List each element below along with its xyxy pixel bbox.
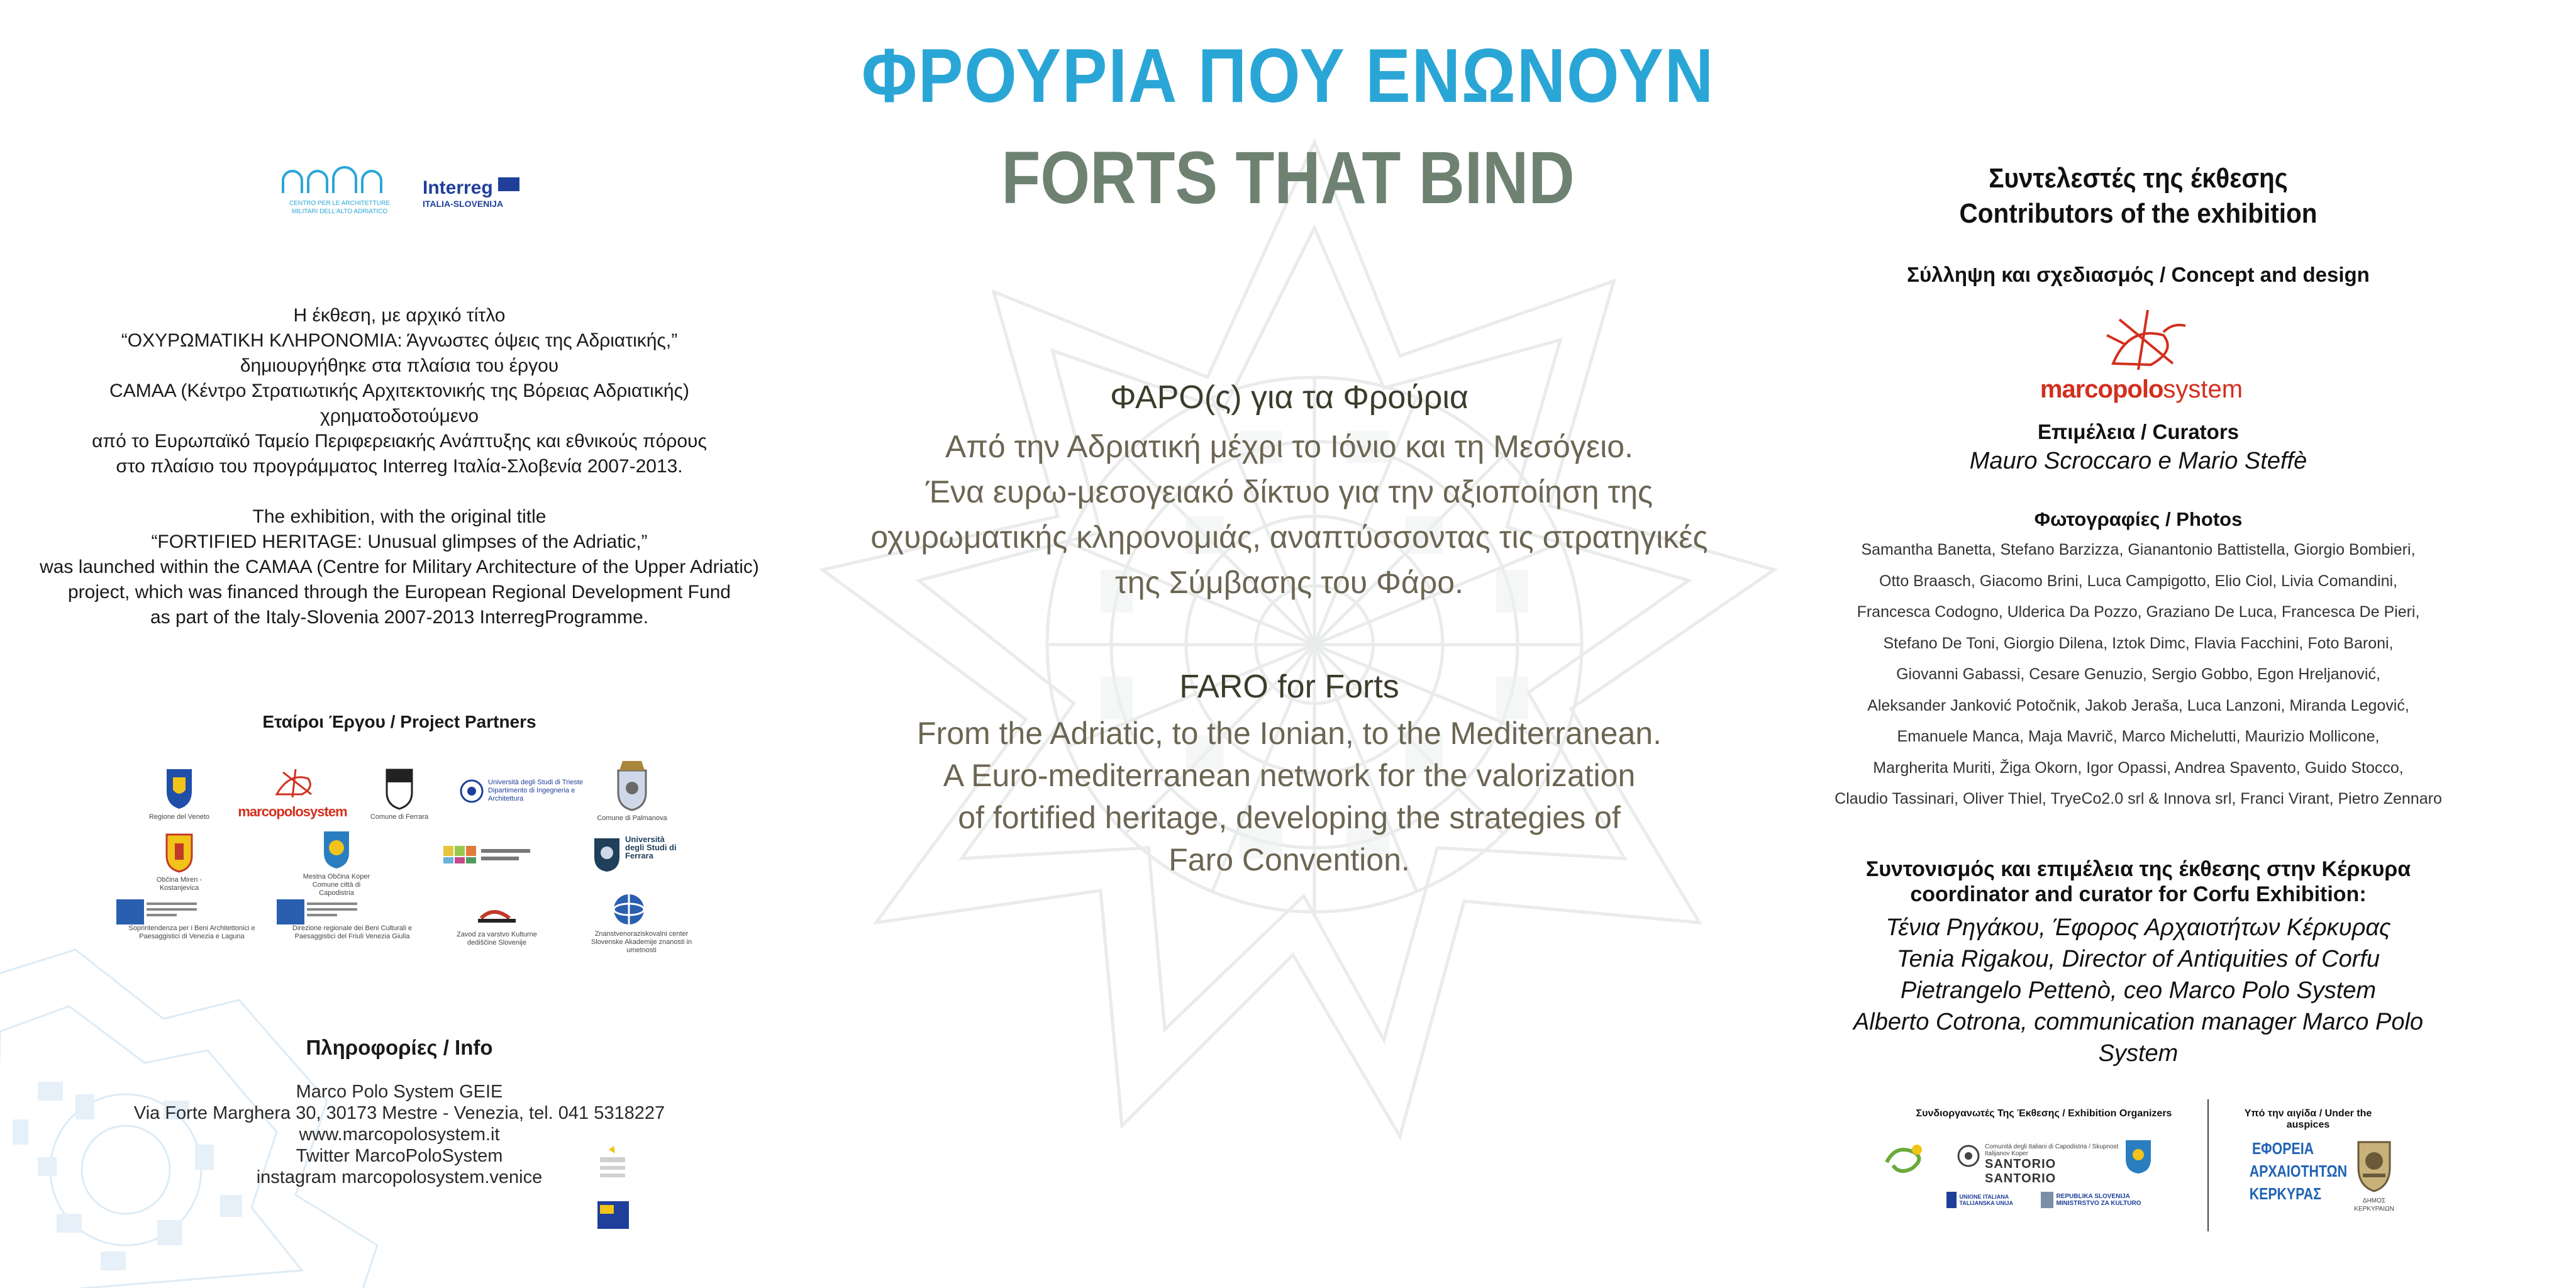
greek-intro-line: “ΟΧΥΡΩΜΑΤΙΚΗ ΚΛΗΡΟΝΟΜΙΑ: Άγνωστες όψεις της Αδριατικής,” <box>121 330 678 351</box>
partner-regione-veneto <box>142 766 217 821</box>
partner-colorful-tiles <box>443 843 531 871</box>
partner-ferrara <box>365 766 434 821</box>
partner-miren <box>138 832 220 892</box>
partner-marcopolo <box>233 766 352 820</box>
partner-koper <box>296 829 377 897</box>
info-line: Twitter MarcoPoloSystem <box>296 1146 503 1166</box>
green-swirl-icon <box>1880 1137 1931 1181</box>
faro-greek-line: της Σύμβασης του Φάρο. <box>1115 565 1463 600</box>
santorio-caption: Comunità degli Italiani di Capodistria / Skupnost Italijanov Koper <box>1985 1143 2119 1157</box>
info-block <box>13 1081 786 1188</box>
faro-english-heading: FARO for Forts <box>1179 669 1399 705</box>
koper-crest-icon <box>2123 1137 2154 1175</box>
faro-greek-line: οχυρωματικής κληρονομιάς, αναπτύσσοντας τις στρατηγικές <box>870 519 1708 555</box>
republika-caption: REPUBLIKA SLOVENIJA MINISTRSTVO ZA KULTURO <box>2056 1193 2141 1207</box>
photos-line: Samantha Banetta, Stefano Barzizza, Gianantonio Battistella, Giorgio Bombieri, <box>1861 541 2416 558</box>
ephorate-line: ΕΦΟΡΕΙΑ <box>2251 1139 2314 1158</box>
english-intro-line: was launched within the CAMAA (Centre for Military Architecture of the Upper Adriatic) <box>40 557 759 577</box>
miren-crest-icon <box>138 832 220 873</box>
info-line: instagram marcopolosystem.venice <box>256 1167 543 1187</box>
greek-intro-line: στο πλαίσιο του προγράμματος Interreg Ιταλία-Σλοβενία 2007-2013. <box>116 456 683 477</box>
coord-name-line: Τένια Ρηγάκου, Έφορος Αρχαιοτήτων Κέρκυρας <box>1885 914 2391 941</box>
ephorate-logo <box>2242 1137 2348 1205</box>
mibac-text-block <box>307 899 357 924</box>
auspices-heading: Υπό την αιγίδα / Under the auspices <box>2244 1108 2372 1130</box>
english-intro-line: “FORTIFIED HERITAGE: Unusual glimpses of the Adriatic,” <box>151 531 648 552</box>
faro-english-text <box>786 713 1792 881</box>
organizer-unione-italiana <box>1946 1192 2047 1208</box>
english-intro <box>13 504 786 630</box>
partner-zrc-sazu <box>588 892 695 955</box>
faro-greek-line: Από την Αδριατική μέχρι το Ιόνιο και τη Μεσόγειο. <box>945 429 1633 464</box>
faro-greek-line: Ένα ευρω-μεσογειακό δίκτυο για την αξιοποίηση της <box>925 474 1653 509</box>
photos-line: Margherita Muriti, Žiga Okorn, Igor Opassi, Andrea Spavento, Guido Stocco, <box>1873 758 2404 777</box>
greek-intro-line: Η έκθεση, με αρχικό τίτλο <box>293 305 506 326</box>
faro-english-line: of fortified heritage, developing the strategies of <box>958 800 1621 835</box>
title-english: FORTS THAT BIND <box>1001 136 1575 219</box>
partner-palmanova <box>594 758 670 823</box>
partner-caption: Zavod za varstvo Kulturne dediščine Slovenije <box>457 931 537 947</box>
greek-intro-line: χρηματοδοτούμενο <box>319 406 479 426</box>
unione-icon <box>1946 1192 1957 1208</box>
eu-flag-icon <box>498 177 519 191</box>
municipality-line: ΚΕΡΚΥΡΑΙΩΝ <box>2354 1206 2394 1213</box>
info-heading: Πληροφορίες / Info <box>306 1036 493 1059</box>
marcopolo-wordmark-bold: marcopolo <box>2040 375 2163 403</box>
photos-heading: Φωτογραφίες / Photos <box>2034 508 2243 530</box>
organizers-divider <box>2207 1099 2209 1231</box>
info-line: Via Forte Marghera 30, 30173 Mestre - Venezia, tel. 041 5318227 <box>133 1103 665 1123</box>
municipality-text <box>2349 1197 2399 1213</box>
camaa-logo <box>277 165 402 221</box>
partner-caption: Università degli Studi di Trieste Dipartimento di Ingegneria e Architettura <box>488 779 584 802</box>
background-star-fortress <box>780 94 1849 1195</box>
zrc-globe-icon <box>588 892 695 927</box>
photos-line: Otto Braasch, Giacomo Brini, Luca Campigotto, Elio Ciol, Livia Comandini, <box>1879 572 2397 590</box>
veneto-crest-icon <box>142 766 217 810</box>
contributors-title-line: Συντελεστές της έκθεσης <box>1989 163 2288 194</box>
faro-greek-heading: ΦΑΡΟ(ς) για τα Φρούρια <box>1110 379 1468 416</box>
coord-name-line: Pietrangelo Pettenò, ceo Marco Polo System <box>1900 977 2377 1004</box>
palmanova-crest-icon <box>594 758 670 811</box>
contributors-title-line: Contributors of the exhibition <box>1959 198 2318 229</box>
coord-name-line: Alberto Cotrona, communication manager Marco Polo System <box>1853 1009 2424 1067</box>
english-intro-line: project, which was financed through the European Regional Development Fund <box>68 582 731 602</box>
faro-english-line: Faro Convention. <box>1169 842 1410 877</box>
photos-line: Stefano De Toni, Giorgio Dilena, Iztok Dimc, Flavia Facchini, Foto Baroni, <box>1883 634 2394 652</box>
koper-sun-icon <box>296 829 377 870</box>
partners-heading: Εταίροι Έργου / Project Partners <box>262 712 536 731</box>
municipality-corfu-logo <box>2349 1136 2399 1213</box>
camaa-arches-icon <box>277 165 402 196</box>
ephorate-text <box>2249 1137 2348 1205</box>
partner-caption: Soprintendenza per i Beni Architettonici e Paesaggistici di Venezia e Laguna <box>128 924 255 940</box>
curators-names: Mauro Scroccaro e Mario Steffè <box>1969 448 2307 474</box>
info-line: Marco Polo System GEIE <box>296 1082 503 1102</box>
colorful-tiles-icon <box>443 843 531 868</box>
partner-caption: Università degli Studi di Ferrara <box>625 835 677 860</box>
english-intro-line: The exhibition, with the original title <box>252 506 547 527</box>
faro-english-line: A Euro-mediterranean network for the valorization <box>943 758 1636 793</box>
organizer-santorio <box>1956 1143 2119 1186</box>
partner-caption: Znanstvenoraziskovalni center Slovenske Akademije znanosti in umetnosti <box>591 930 692 954</box>
partner-univ-ferrara <box>591 835 686 873</box>
zvkds-icon <box>447 902 547 928</box>
camaa-caption: CENTRO PER LE ARCHITETTURE MILITARI DELL'ALTO ADRIATICO <box>289 200 391 215</box>
coord-heading-line: coordinator and curator for Corfu Exhibition: <box>1910 882 2367 906</box>
santorio-emblem-icon <box>1956 1143 1981 1169</box>
greek-intro <box>13 303 786 479</box>
corfu-crest-icon <box>2349 1136 2399 1194</box>
marcopolo-wordmark: marcopolosystem <box>238 804 347 819</box>
greek-intro-line: από το Ευρωπαϊκό Ταμείο Περιφερειακής Ανάπτυξης και εθνικούς πόρους <box>92 431 707 452</box>
marcopolo-system-logo <box>2038 307 2245 401</box>
ephorate-line: ΚΕΡΚΥΡΑΣ <box>2249 1184 2321 1203</box>
coord-heading <box>1811 857 2465 907</box>
concept-heading: Σύλληψη και σχεδιασμός / Concept and design <box>1907 263 2370 286</box>
trieste-seal-icon <box>459 779 484 804</box>
partner-direzione-fvg <box>277 899 428 941</box>
photos-list <box>1811 535 2465 815</box>
organizers-heading: Συνδιοργανωτές Της Έκθεσης / Exhibition Organizers <box>1916 1108 2172 1119</box>
greek-intro-line: CAMAA (Κέντρο Στρατιωτικής Αρχιτεκτονικής της Βόρειας Αδριατικής) <box>109 380 689 401</box>
photos-line: Claudio Tassinari, Oliver Thiel, TryeCo2.0 srl & Innova srl, Franci Virant, Pietro Zennaro <box>1835 790 2442 808</box>
photos-line: Aleksander Janković Potočnik, Jakob Jeraša, Luca Lanzoni, Miranda Legović, <box>1867 696 2409 714</box>
photos-line: Emanuele Manca, Maja Mavrič, Marco Michelutti, Maurizio Mollicone, <box>1897 728 2380 745</box>
greek-intro-line: δημιουργήθηκε στα πλαίσια του έργου <box>240 355 559 376</box>
ephorate-line: ΑΡΧΑΙΟΤΗΤΩΝ <box>2249 1162 2348 1180</box>
partner-caption: Direzione regionale dei Beni Culturali e Paesaggistici del Friuli Venezia Giulia <box>292 924 413 940</box>
photos-line: Giovanni Gabassi, Cesare Genuzio, Sergio Gobbo, Egon Hreljanović, <box>1896 665 2380 683</box>
partner-caption: Regione del Veneto <box>148 813 210 821</box>
organizer-swirl-logo <box>1880 1137 1931 1181</box>
ferrara-crest-icon <box>365 766 434 810</box>
santorio-wordmark: SANTORIO SANTORIO <box>1985 1157 2057 1185</box>
info-line: www.marcopolosystem.it <box>299 1124 500 1145</box>
marcopolo-wordmark-light: system <box>2163 375 2243 403</box>
partner-caption: Mestna Občina Koper Comune città di Capodistria <box>303 873 370 897</box>
coord-names <box>1811 912 2465 1069</box>
title-greek: ΦΡΟΥΡΙΑ ΠΟΥ ΕΝΩΝΟΥΝ <box>862 33 1714 118</box>
partner-univ-trieste <box>459 779 585 804</box>
eu-funding-badge-icon <box>596 1145 631 1233</box>
partner-zvkds <box>447 902 547 947</box>
interreg-caption: ITALIA-SLOVENIJA <box>423 199 504 209</box>
marcopolo-wordmark <box>2038 375 2245 403</box>
partner-caption: Comune di Palmanova <box>597 814 667 822</box>
coord-heading-line: Συντονισμός και επιμέλεια της έκθεσης στην Κέρκυρα <box>1865 857 2411 881</box>
municipality-line: ΔΗΜΟΣ <box>2362 1197 2386 1204</box>
english-intro-line: as part of the Italy-Slovenia 2007-2013 InterregProgramme. <box>150 607 649 628</box>
photos-line: Francesca Codogno, Ulderica Da Pozzo, Graziano De Luca, Francesca De Pieri, <box>1857 603 2420 621</box>
partner-soprintendenza-venezia <box>116 899 267 941</box>
slovenia-crest-icon <box>2041 1192 2053 1208</box>
organizer-crest <box>2123 1137 2154 1175</box>
mibac-icon <box>277 899 304 924</box>
curators-heading: Επιμέλεια / Curators <box>2037 420 2240 443</box>
ferrara-univ-crest-icon <box>591 835 623 873</box>
mibac-icon <box>116 899 144 924</box>
coord-name-line: Tenia Rigakou, Director of Antiquities of Corfu <box>1896 946 2380 972</box>
mibac-text-block <box>147 899 197 924</box>
organizer-republika-slovenija <box>2041 1192 2167 1208</box>
eu-funding-badge <box>596 1145 631 1233</box>
marcopolo-bird-icon <box>2038 307 2245 376</box>
faro-greek-text <box>786 424 1792 605</box>
marcopolo-bird-icon <box>233 766 352 801</box>
interreg-logo <box>423 177 530 215</box>
interreg-wordmark: Interreg <box>423 177 493 198</box>
faro-english-line: From the Adriatic, to the Ionian, to the Mediterranean. <box>917 716 1662 751</box>
partner-caption: Občina Miren - Kostanjevica <box>156 876 203 892</box>
partner-caption: Comune di Ferrara <box>370 813 429 821</box>
contributors-title <box>1838 161 2440 231</box>
unione-caption: UNIONE ITALIANA TALIJANSKA UNIJA <box>1959 1194 2013 1206</box>
